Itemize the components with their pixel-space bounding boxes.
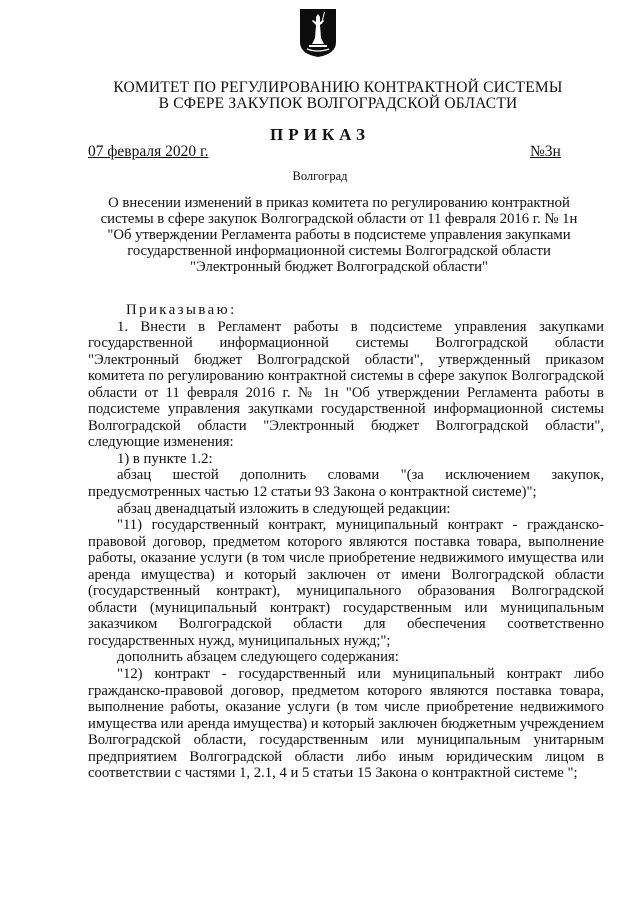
document-type-title: ПРИКАЗ	[270, 125, 370, 144]
volgograd-coat-of-arms-icon	[299, 8, 337, 58]
order-subject: О внесении изменений в приказ комитета по регулированию контрактной системы в сфере закупок Волгоградской области от 11 февраля 2016 г. № 1н "Об утверждении Регламента работы в подсистеме управления закупками государственной информационной системы Волгоградской области "Электронный бюджет Волгоградской области"	[100, 195, 578, 275]
order-date: 07 февраля 2020 г.	[88, 143, 209, 160]
organization-name-line-2: В СФЕРЕ ЗАКУПОК ВОЛГОГРАДСКОЙ ОБЛАСТИ	[158, 95, 518, 112]
paragraph-5: "11) государственный контракт, муниципальный контракт - гражданско-правовой договор, предметом которого являются поставка товара, выполнение работы, оказание услуги (в том числе приобретение недвижимого имущества или аренда имущества) и который заключен от имени Волгоградской области (государственный контракт), муниципального образования Волгоградской области (муниципальный контракт) государственным или муниципальным заказчиком Волгоградской области для обеспечения соответственно государственных нужд, муниципальных нужд;";	[88, 517, 604, 649]
order-body	[88, 302, 604, 782]
organization-name-line-1: КОМИТЕТ ПО РЕГУЛИРОВАНИЮ КОНТРАКТНОЙ СИСТЕМЫ	[113, 79, 563, 96]
paragraph-1: 1. Внести в Регламент работы в подсистеме управления закупками государственной информационной системы Волгоградской области "Электронный бюджет Волгоградской области", утвержденный приказом комитета по регулированию контрактной системы в сфере закупок Волгоградской области от 11 февраля 2016 г. № 1н "Об утверждении Регламента работы в подсистеме управления закупками государственной информационной системы Волгоградской области "Электронный бюджет Волгоградской области", следующие изменения:	[88, 318, 604, 451]
city-name: Волгоград	[292, 169, 348, 183]
order-number: №3н	[530, 143, 561, 160]
paragraph-4: абзац двенадцатый изложить в следующей редакции:	[117, 500, 451, 517]
paragraph-6: дополнить абзацем следующего содержания:	[117, 649, 399, 666]
paragraph-7: "12) контракт - государственный или муниципальный контракт либо гражданско-правовой договор, предметом которого являются поставка товара, выполнение работы, оказание услуги (в том числе приобретение недвижимого имущества или аренда имущества) и который заключен бюджетным учреждением Волгоградской области, государственным или муниципальным унитарным предприятием Волгоградской области либо иным юридическим лицом в соответствии с частями 1, 2.1, 4 и 5 статьи 15 Закона о контрактной системе ";	[88, 666, 604, 782]
paragraph-3: абзац шестой дополнить словами "(за исключением закупок, предусмотренных частью 12 статьи 93 Закона о контрактной системе)";	[88, 467, 604, 501]
decree-word: Приказываю:	[126, 302, 237, 318]
paragraph-2: 1) в пункте 1.2:	[117, 450, 213, 467]
